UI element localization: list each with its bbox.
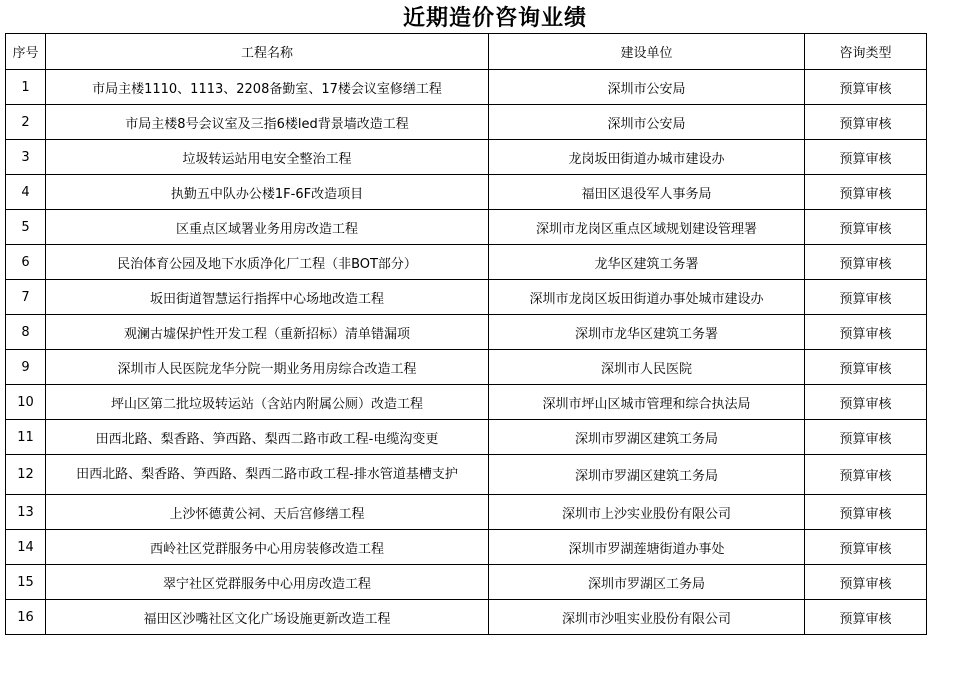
row-project-name: 田西北路、梨香路、笋西路、梨西二路市政工程-电缆沟变更 xyxy=(46,420,489,455)
row-index: 3 xyxy=(6,140,46,175)
row-project-name: 民治体育公园及地下水质净化厂工程（非BOT部分） xyxy=(46,245,489,280)
row-consulting-type: 预算审核 xyxy=(805,455,927,495)
row-consulting-type: 预算审核 xyxy=(805,565,927,600)
row-consulting-type: 预算审核 xyxy=(805,385,927,420)
row-index: 16 xyxy=(6,600,46,635)
row-client: 深圳市罗湖区工务局 xyxy=(489,565,805,600)
table-row xyxy=(6,530,927,565)
table-row xyxy=(6,280,927,315)
consulting-results-table xyxy=(5,33,927,635)
table-row xyxy=(6,210,927,245)
table-row xyxy=(6,315,927,350)
row-client: 龙华区建筑工务署 xyxy=(489,245,805,280)
row-index: 12 xyxy=(6,455,46,495)
row-project-name: 田西北路、梨香路、笋西路、梨西二路市政工程-排水管道基槽支护 xyxy=(46,455,489,495)
table-row xyxy=(6,350,927,385)
row-client: 深圳市龙岗区坂田街道办事处城市建设办 xyxy=(489,280,805,315)
row-index: 15 xyxy=(6,565,46,600)
row-consulting-type: 预算审核 xyxy=(805,280,927,315)
table-row xyxy=(6,175,927,210)
row-consulting-type: 预算审核 xyxy=(805,210,927,245)
header-index: 序号 xyxy=(6,34,46,70)
row-index: 11 xyxy=(6,420,46,455)
row-project-name: 市局主楼8号会议室及三指6楼led背景墙改造工程 xyxy=(46,105,489,140)
table-row xyxy=(6,565,927,600)
row-client: 深圳市公安局 xyxy=(489,105,805,140)
table-row xyxy=(6,70,927,105)
table-row xyxy=(6,245,927,280)
table-row xyxy=(6,600,927,635)
header-project-name: 工程名称 xyxy=(46,34,489,70)
row-client: 深圳市人民医院 xyxy=(489,350,805,385)
row-client: 深圳市龙岗区重点区域规划建设管理署 xyxy=(489,210,805,245)
row-project-name: 区重点区域署业务用房改造工程 xyxy=(46,210,489,245)
row-index: 4 xyxy=(6,175,46,210)
row-project-name: 坂田街道智慧运行指挥中心场地改造工程 xyxy=(46,280,489,315)
table-row xyxy=(6,105,927,140)
row-index: 9 xyxy=(6,350,46,385)
table-row xyxy=(6,495,927,530)
row-project-name: 坪山区第二批垃圾转运站（含站内附属公厕）改造工程 xyxy=(46,385,489,420)
header-consulting-type: 咨询类型 xyxy=(805,34,927,70)
row-index: 7 xyxy=(6,280,46,315)
row-index: 10 xyxy=(6,385,46,420)
row-consulting-type: 预算审核 xyxy=(805,245,927,280)
row-consulting-type: 预算审核 xyxy=(805,315,927,350)
row-consulting-type: 预算审核 xyxy=(805,420,927,455)
row-consulting-type: 预算审核 xyxy=(805,495,927,530)
row-project-name: 翠宁社区党群服务中心用房改造工程 xyxy=(46,565,489,600)
row-index: 6 xyxy=(6,245,46,280)
row-client: 福田区退役军人事务局 xyxy=(489,175,805,210)
row-client: 深圳市罗湖区建筑工务局 xyxy=(489,455,805,495)
row-project-name: 西岭社区党群服务中心用房装修改造工程 xyxy=(46,530,489,565)
table-row xyxy=(6,455,927,495)
row-project-name: 深圳市人民医院龙华分院一期业务用房综合改造工程 xyxy=(46,350,489,385)
row-client: 深圳市坪山区城市管理和综合执法局 xyxy=(489,385,805,420)
row-index: 8 xyxy=(6,315,46,350)
row-project-name: 垃圾转运站用电安全整治工程 xyxy=(46,140,489,175)
row-client: 深圳市公安局 xyxy=(489,70,805,105)
row-consulting-type: 预算审核 xyxy=(805,350,927,385)
row-consulting-type: 预算审核 xyxy=(805,600,927,635)
row-project-name: 上沙怀德黄公祠、天后宫修缮工程 xyxy=(46,495,489,530)
row-client: 深圳市上沙实业股份有限公司 xyxy=(489,495,805,530)
row-client: 深圳市罗湖区建筑工务局 xyxy=(489,420,805,455)
row-project-name: 观澜古墟保护性开发工程（重新招标）清单错漏项 xyxy=(46,315,489,350)
row-index: 2 xyxy=(6,105,46,140)
row-consulting-type: 预算审核 xyxy=(805,140,927,175)
table-row xyxy=(6,140,927,175)
table-row xyxy=(6,420,927,455)
row-project-name: 执勤五中队办公楼1F-6F改造项目 xyxy=(46,175,489,210)
row-client: 深圳市罗湖莲塘街道办事处 xyxy=(489,530,805,565)
row-consulting-type: 预算审核 xyxy=(805,105,927,140)
row-client: 龙岗坂田街道办城市建设办 xyxy=(489,140,805,175)
row-consulting-type: 预算审核 xyxy=(805,530,927,565)
row-consulting-type: 预算审核 xyxy=(805,175,927,210)
row-index: 13 xyxy=(6,495,46,530)
row-project-name: 福田区沙嘴社区文化广场设施更新改造工程 xyxy=(46,600,489,635)
row-index: 14 xyxy=(6,530,46,565)
table-row xyxy=(6,385,927,420)
row-project-name: 市局主楼1110、1113、2208备勤室、17楼会议室修缮工程 xyxy=(46,70,489,105)
header-client: 建设单位 xyxy=(489,34,805,70)
table-header-row xyxy=(6,34,927,70)
row-index: 5 xyxy=(6,210,46,245)
row-index: 1 xyxy=(6,70,46,105)
row-consulting-type: 预算审核 xyxy=(805,70,927,105)
row-client: 深圳市沙咀实业股份有限公司 xyxy=(489,600,805,635)
row-client: 深圳市龙华区建筑工务署 xyxy=(489,315,805,350)
page-title: 近期造价咨询业绩 xyxy=(402,5,587,31)
